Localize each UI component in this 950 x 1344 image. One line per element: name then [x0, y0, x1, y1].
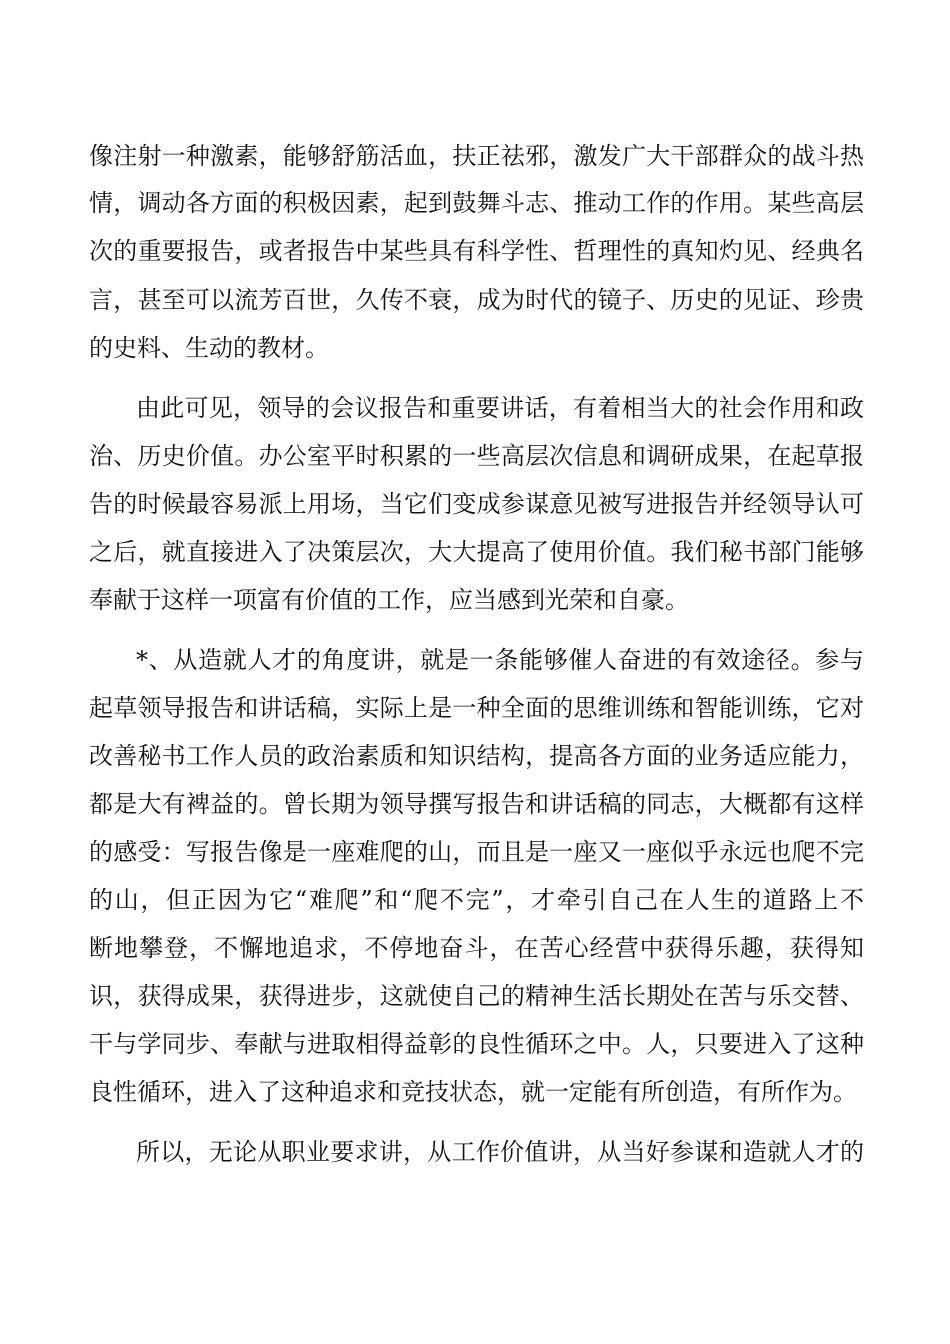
text-line: 良性循环，进入了这种追求和竞技状态，就一定能有所创造，有所作为。 — [89, 1078, 857, 1106]
text-line: 治、历史价值。办公室平时积累的一些高层次信息和调研成果，在起草报 — [89, 442, 864, 470]
text-line: 由此可见，领导的会议报告和重要讲话，有着相当大的社会作用和政 — [136, 394, 864, 422]
text-line: 言，甚至可以流芳百世，久传不衰，成为时代的镜子、历史的见证、珍贵 — [89, 286, 864, 314]
text-line: 起草领导报告和讲话稿，实际上是一种全面的思维训练和智能训练，它对 — [89, 694, 864, 722]
text-line: 之后，就直接进入了决策层次，大大提高了使用价值。我们秘书部门能够 — [89, 538, 864, 566]
text-line: 都是大有裨益的。曾长期为领导撰写报告和讲话稿的同志，大概都有这样 — [89, 790, 864, 818]
text-line: 识，获得成果，获得进步，这就使自己的精神生活长期处在苦与乐交替、 — [89, 982, 864, 1010]
text-line: 告的时候最容易派上用场，当它们变成参谋意见被写进报告并经领导认可 — [89, 490, 864, 518]
text-line: 的史料、生动的教材。 — [89, 334, 329, 362]
text-line: 次的重要报告，或者报告中某些具有科学性、哲理性的真知灼见、经典名 — [89, 237, 864, 265]
text-line: 情，调动各方面的积极因素，起到鼓舞斗志、推动工作的作用。某些高层 — [89, 189, 864, 217]
text-line: 所以，无论从职业要求讲，从工作价值讲，从当好参谋和造就人才的 — [136, 1138, 864, 1166]
text-line: 像注射一种激素，能够舒筋活血，扶正祛邪，激发广大干部群众的战斗热 — [89, 142, 864, 170]
text-line: 的感受：写报告像是一座难爬的山，而且是一座又一座似乎永远也爬不完 — [89, 838, 864, 866]
text-line: 断地攀登，不懈地追求，不停地奋斗，在苦心经营中获得乐趣，获得知 — [89, 934, 864, 962]
text-line: 干与学同步、奉献与进取相得益彰的良性循环之中。人，只要进入了这种 — [89, 1030, 864, 1058]
text-line: 改善秘书工作人员的政治素质和知识结构，提高各方面的业务适应能力， — [89, 742, 864, 770]
text-line: *、从造就人才的角度讲，就是一条能够催人奋进的有效途径。参与 — [136, 646, 864, 674]
text-line: 奉献于这样一项富有价值的工作，应当感到光荣和自豪。 — [89, 586, 689, 614]
text-line: 的山，但正因为它“难爬”和“爬不完”，才牵引自己在人生的道路上不 — [89, 886, 864, 914]
